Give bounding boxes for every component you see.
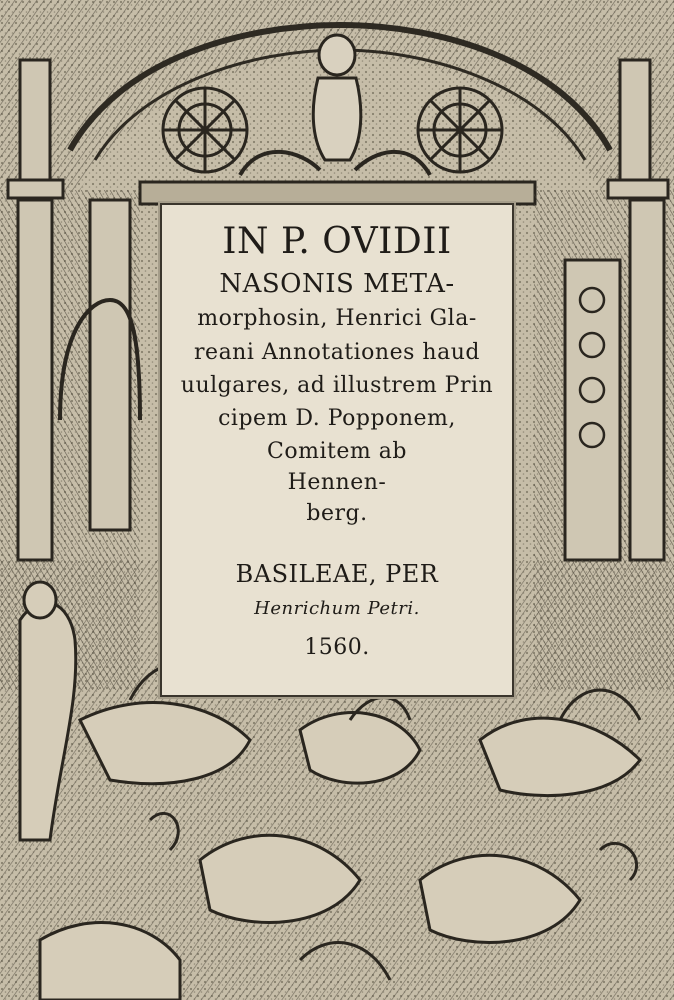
title-line-3: morphosin, Henrici Gla- <box>197 306 477 331</box>
title-line-4: reani Annotationes haud <box>194 340 480 365</box>
title-line-9: berg. <box>306 501 368 526</box>
title-line-2: NASONIS META- <box>219 269 455 299</box>
imprint-printer: Henrichum Petri. <box>254 598 420 619</box>
title-line-7: Comitem ab <box>267 439 407 464</box>
imprint-year: 1560. <box>304 635 370 660</box>
title-line-8: Hennen- <box>287 470 387 495</box>
title-line-5: uulgares, ad illustrem Prin <box>180 373 494 398</box>
title-line-1: IN P. OVIDII <box>222 221 452 262</box>
title-line-6: cipem D. Popponem, <box>218 406 456 431</box>
title-cartouche <box>162 205 512 695</box>
imprint-place: BASILEAE, PER <box>235 560 439 588</box>
